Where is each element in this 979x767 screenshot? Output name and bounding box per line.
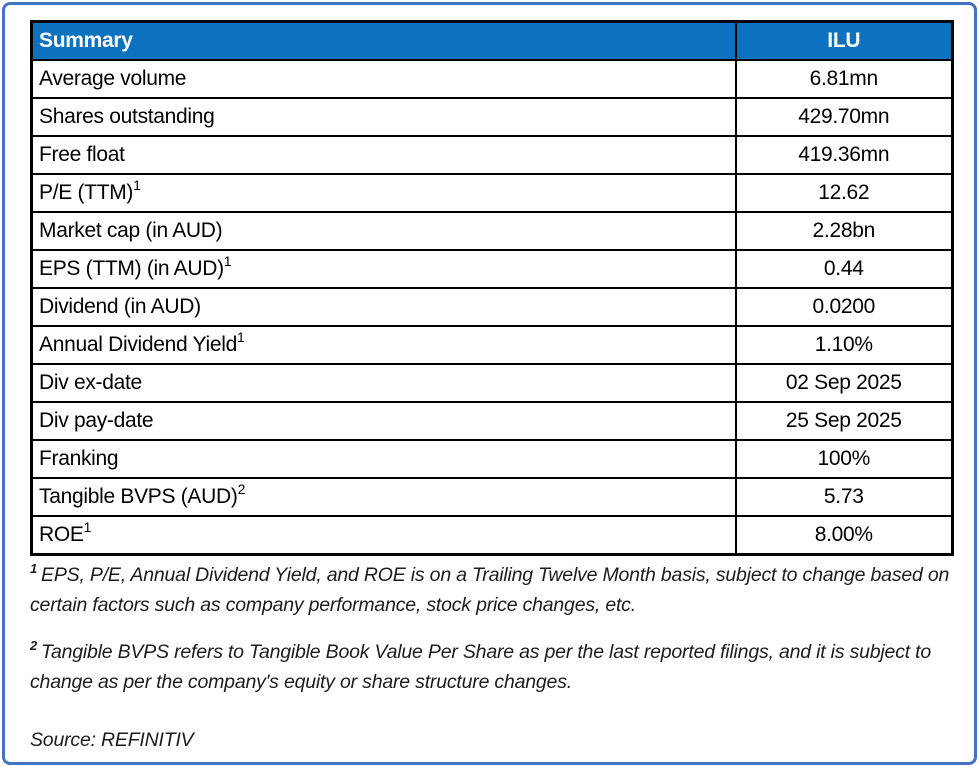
footnotes-section (30, 560, 950, 767)
footnote-ref: 1 (237, 329, 245, 345)
row-value: 02 Sep 2025 (736, 364, 953, 402)
table-row (32, 98, 953, 136)
table-row (32, 250, 953, 288)
row-label: Div ex-date (32, 364, 736, 402)
row-value: 419.36mn (736, 136, 953, 174)
row-value: 0.0200 (736, 288, 953, 326)
summary-header-cell: Summary (32, 22, 736, 61)
row-label: Shares outstanding (32, 98, 736, 136)
table-row (32, 288, 953, 326)
table-row (32, 516, 953, 555)
row-value: 0.44 (736, 250, 953, 288)
row-value: 6.81mn (736, 60, 953, 98)
table-row (32, 326, 953, 364)
row-label: Franking (32, 440, 736, 478)
table-row (32, 440, 953, 478)
row-label: Tangible BVPS (AUD)$^2$ (32, 478, 736, 516)
row-value: 8.00% (736, 516, 953, 555)
table-row (32, 212, 953, 250)
row-label: Div pay-date (32, 402, 736, 440)
row-value: 25 Sep 2025 (736, 402, 953, 440)
footnote-1 (30, 560, 950, 620)
ticker-header-cell: ILU (736, 22, 953, 61)
row-label: Free float (32, 136, 736, 174)
row-value: 5.73 (736, 478, 953, 516)
summary-table-body (32, 60, 953, 555)
row-label: P/E (TTM)$^1$ (32, 174, 736, 212)
footnote-ref: 1 (83, 519, 92, 535)
footnote-ref: 1 (223, 253, 232, 269)
row-value: 12.62 (736, 174, 953, 212)
row-label: Annual Dividend Yield$^1$ (32, 326, 736, 364)
table-row (32, 136, 953, 174)
summary-table (30, 20, 954, 556)
table-row (32, 478, 953, 516)
row-value: 100% (736, 440, 953, 478)
table-header-row (32, 22, 953, 61)
row-value: 1.10% (736, 326, 953, 364)
row-label: Dividend (in AUD) (32, 288, 736, 326)
footnote-2-marker: 2 (30, 638, 38, 653)
table-row (32, 174, 953, 212)
footnote-1-text: EPS, P/E, Annual Dividend Yield, and ROE is on a Trailing Twelve Month basis, subject to change based on certain factors such as company performance, stock price changes, etc. (30, 564, 950, 616)
row-value: 2.28bn (736, 212, 953, 250)
row-label: Average volume (32, 60, 736, 98)
row-label: ROE$^1$ (32, 516, 736, 555)
footnote-2 (30, 637, 950, 697)
footnote-ref: 1 (133, 177, 141, 193)
source-attribution: Source: REFINITIV (30, 729, 194, 751)
table-row (32, 364, 953, 402)
footnote-1-marker: 1 (30, 561, 38, 576)
row-label: Market cap (in AUD) (32, 212, 736, 250)
row-label: EPS (TTM) (in AUD)$^1$ (32, 250, 736, 288)
footnote-ref: 2 (237, 481, 246, 497)
row-value: 429.70mn (736, 98, 953, 136)
footnote-2-text: Tangible BVPS refers to Tangible Book Value Per Share as per the last reported filings, and it is subject to change as per the company's equity or share structure changes. (30, 641, 932, 693)
table-row (32, 60, 953, 98)
table-row (32, 402, 953, 440)
